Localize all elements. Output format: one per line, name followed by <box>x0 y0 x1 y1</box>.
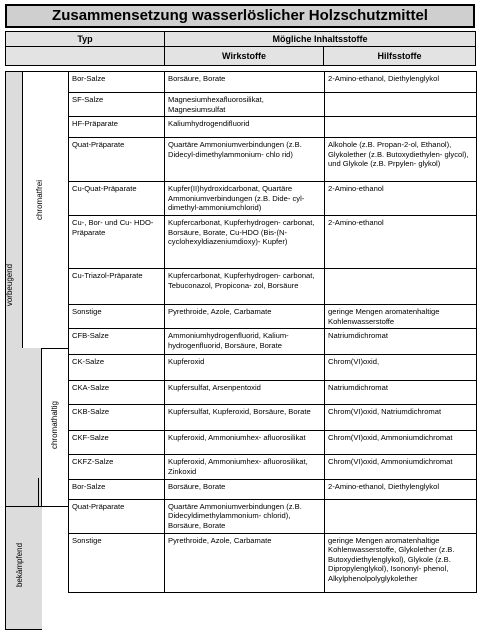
cell-hilfsstoffe <box>325 499 477 533</box>
cell-wirkstoffe: Borsäure, Borate <box>165 72 325 93</box>
table-row <box>69 216 477 269</box>
cell-typ: Cu-, Bor- und Cu- HDO-Präparate <box>69 216 165 269</box>
table-row <box>69 329 477 355</box>
cell-wirkstoffe: Kupfersulfat, Arsenpentoxid <box>165 381 325 405</box>
cell-typ: Sonstige <box>69 533 165 592</box>
table-title: Zusammensetzung wasserlöslicher Holzschutzmittel <box>5 4 475 28</box>
cell-hilfsstoffe <box>325 93 477 117</box>
cell-typ: CKFZ-Salze <box>69 455 165 479</box>
group-bekaempfend-label: bekämpfend <box>15 542 24 588</box>
cell-hilfsstoffe: 2-Amino-ethanol, Diethylenglykol <box>325 479 477 499</box>
cell-hilfsstoffe: Chrom(VI)oxid, Ammoniumdichromat <box>325 431 477 455</box>
divider-line <box>5 506 68 507</box>
cell-typ: Cu-Quat-Präparate <box>69 182 165 216</box>
cell-hilfsstoffe: 2-Amino-ethanol <box>325 216 477 269</box>
cell-hilfsstoffe <box>325 269 477 305</box>
cell-hilfsstoffe: Chrom(VI)oxid, Natriumdichromat <box>325 405 477 431</box>
cell-hilfsstoffe: geringe Mengen aromatenhaltige Kohlenwasserstoffe, Glykolether (z.B. Butoxydiethylenglykol), Glykole (z.B. Dipropylenglykol), Isononyl- phenol, Alkylphenolpolyglykolether <box>325 533 477 592</box>
cell-typ: CKA-Salze <box>69 381 165 405</box>
cell-typ: Quat-Präparate <box>69 138 165 182</box>
table-row <box>69 269 477 305</box>
cell-wirkstoffe: Kaliumhydrogendifluorid <box>165 117 325 138</box>
cell-wirkstoffe: Kupfersulfat, Kupferoxid, Borsäure, Borate <box>165 405 325 431</box>
cell-wirkstoffe: Borsäure, Borate <box>165 479 325 499</box>
cell-hilfsstoffe: Chrom(VI)oxid, <box>325 355 477 381</box>
cell-hilfsstoffe <box>325 117 477 138</box>
cell-hilfsstoffe: geringe Mengen aromatenhaltige Kohlenwasserstoffe <box>325 305 477 329</box>
table-row <box>69 138 477 182</box>
cell-hilfsstoffe: Natriumdichromat <box>325 329 477 355</box>
cell-typ: Quat-Präparate <box>69 499 165 533</box>
group-chromatfrei-band <box>22 71 68 348</box>
table-row <box>69 499 477 533</box>
cell-wirkstoffe: Kupferoxid, Ammoniumhex- afluorosilikat <box>165 431 325 455</box>
header-typ <box>5 31 165 47</box>
cell-wirkstoffe: Quartäre Ammoniumverbindungen (z.B. Didecyl-dimethylammonium- chlo rid) <box>165 138 325 182</box>
table-row <box>69 72 477 93</box>
table-row <box>69 355 477 381</box>
cell-wirkstoffe: Kupfercarbonat, Kupferhydrogen- carbonat, Borsäure, Borate, Cu-HDO (Bis-(N-cyclohexyldiazeniumdioxy)- Kupfer) <box>165 216 325 269</box>
table-row <box>69 455 477 479</box>
cell-typ: CFB-Salze <box>69 329 165 355</box>
cell-hilfsstoffe: Natriumdichromat <box>325 381 477 405</box>
table-row <box>69 405 477 431</box>
cell-typ: HF-Präparate <box>69 117 165 138</box>
header-wirkstoffe-label: Wirkstoffe <box>222 51 266 61</box>
group-chromathaltig-label: chromathaltig <box>50 400 59 450</box>
header-wirkstoffe <box>164 46 324 66</box>
cell-typ: Bor-Salze <box>69 72 165 93</box>
header-blank <box>5 46 165 66</box>
cell-hilfsstoffe: Chrom(VI)oxid, Ammoniumdichromat <box>325 455 477 479</box>
table-row <box>69 93 477 117</box>
header-hilfsstoffe-label: Hilfsstoffe <box>377 51 422 61</box>
cell-typ: Bor-Salze <box>69 479 165 499</box>
header-inhaltsstoffe-label: Mögliche Inhaltsstoffe <box>272 34 368 44</box>
cell-hilfsstoffe: 2-Amino-ethanol, Diethylenglykol <box>325 72 477 93</box>
header-typ-label: Typ <box>77 34 93 44</box>
table-row <box>69 117 477 138</box>
cell-wirkstoffe: Kupfercarbonat, Kupferhydrogen- carbonat, Tebuconazol, Propicona- zol, Borsäure <box>165 269 325 305</box>
cell-typ: CKF-Salze <box>69 431 165 455</box>
cell-wirkstoffe: Ammoniumhydrogenfluorid, Kalium- hydrogenfluorid, Borsäure, Borate <box>165 329 325 355</box>
cell-typ: Cu-Triazol-Präparate <box>69 269 165 305</box>
cell-wirkstoffe: Quartäre Ammoniumverbindungen (z.B. Didecyldimethylammonium- chlorid), Borsäure, Borate <box>165 499 325 533</box>
cell-wirkstoffe: Pyrethroide, Azole, Carbamate <box>165 533 325 592</box>
table-row <box>69 533 477 592</box>
table-row <box>69 431 477 455</box>
table-row <box>69 381 477 405</box>
cell-wirkstoffe: Kupferoxid <box>165 355 325 381</box>
cell-wirkstoffe: Magnesiumhexafluorosilikat, Magnesiumsulfat <box>165 93 325 117</box>
composition-table <box>68 71 477 593</box>
table-row <box>69 182 477 216</box>
header-inhaltsstoffe <box>164 31 476 47</box>
cell-typ: SF-Salze <box>69 93 165 117</box>
group-chromatfrei-label: chromatfrei <box>35 180 44 221</box>
cell-wirkstoffe: Kupferoxid, Ammoniumhex- afluorosilikat, Zinkoxid <box>165 455 325 479</box>
cell-hilfsstoffe: 2-Amino-ethanol <box>325 182 477 216</box>
cell-wirkstoffe: Kupfer(II)hydroxidcarbonat, Quartäre Ammoniumverbindungen (z.B. Dide- cyl-dimethyl-ammoniumchlorid) <box>165 182 325 216</box>
cell-hilfsstoffe: Alkohole (z.B. Propan-2-ol, Ethanol), Glykolether (z.B. Butoxydiethylen- glycol), und Glykole (z.B. Prpylen- glykol) <box>325 138 477 182</box>
cell-typ: CK-Salze <box>69 355 165 381</box>
table-row <box>69 479 477 499</box>
cell-typ: CKB-Salze <box>69 405 165 431</box>
divider-line <box>38 478 39 506</box>
table-row <box>69 305 477 329</box>
group-vorbeugend-label: vorbeugend <box>5 263 14 307</box>
header-hilfsstoffe <box>323 46 476 66</box>
cell-wirkstoffe: Pyrethroide, Azole, Carbamate <box>165 305 325 329</box>
cell-typ: Sonstige <box>69 305 165 329</box>
